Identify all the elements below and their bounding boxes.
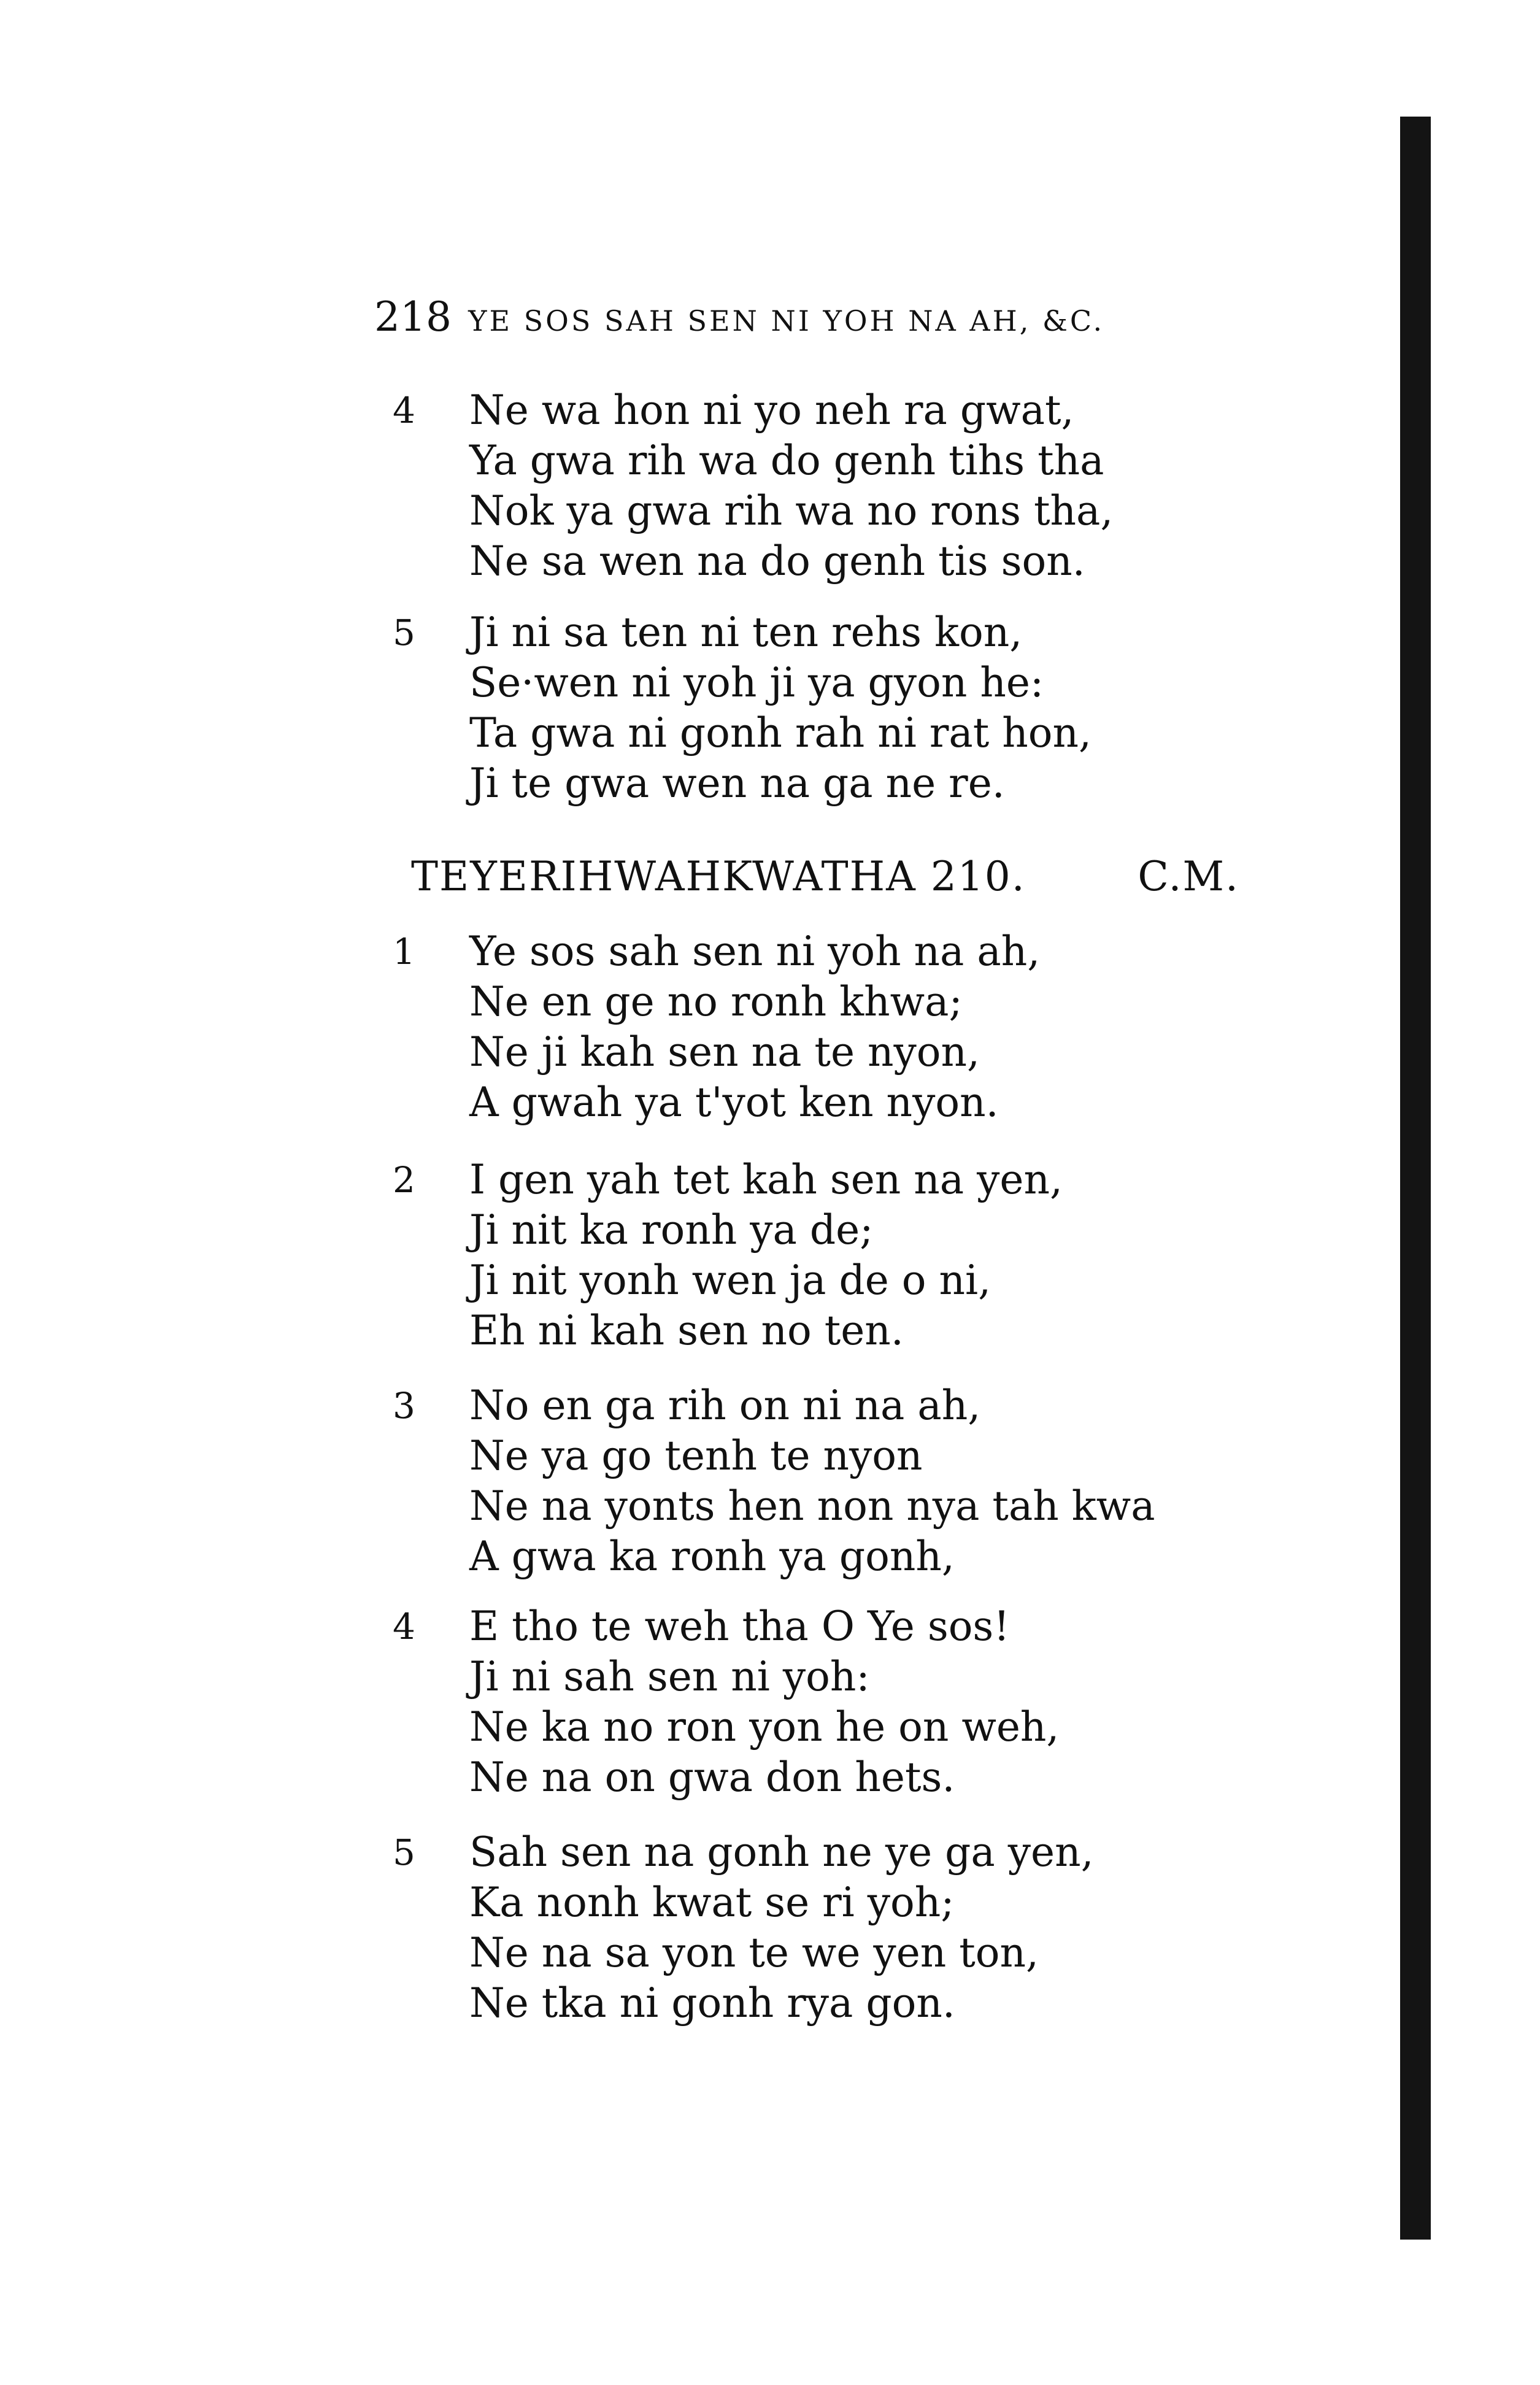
verse-line: Ye sos sah sen ni yoh na ah, [469, 928, 1041, 975]
verse-line: Ji ni sah sen ni yoh: [469, 1653, 870, 1700]
page-header [374, 293, 1245, 341]
verse-line: Ji nit yonh wen ja de o ni, [469, 1257, 991, 1304]
stanza-lines [469, 1601, 1059, 1803]
verse-line: Ji nit ka ronh ya de; [469, 1206, 874, 1254]
verse-line: Nok ya gwa rih wa no rons tha, [469, 487, 1114, 534]
stanza-number: 4 [393, 1606, 415, 1647]
verse-line: Ji te gwa wen na ga ne re. [469, 760, 1005, 807]
tune-meter: C.M. [1138, 853, 1239, 900]
verse-line: Ne ka no ron yon he on weh, [469, 1703, 1060, 1751]
stanza-lines [469, 927, 1040, 1128]
stanza-lines [469, 385, 1113, 587]
verse-line: Ne tka ni gonh rya gon. [469, 1979, 955, 2027]
verse-line: Ne na sa yon te we yen ton, [469, 1929, 1039, 1976]
verse-line: Ne ya go tenh te nyon [469, 1432, 923, 1479]
stanza-number: 5 [393, 612, 415, 653]
verse-line: Ne ji kah sen na te nyon, [469, 1028, 980, 1076]
binding-edge [1400, 117, 1431, 2240]
stanza-number: 2 [393, 1159, 415, 1201]
verse-line: Se·wen ni yoh ji ya gyon he: [469, 659, 1044, 706]
stanza-lines [469, 1381, 1155, 1582]
tune-name: TEYERIHWAHKWATHA 210. [411, 853, 1026, 900]
stanza-number: 4 [393, 390, 415, 431]
verse-line: Ne na yonts hen non nya tah kwa [469, 1482, 1155, 1530]
stanza-number: 3 [393, 1385, 415, 1427]
verse-line: A gwah ya t'yot ken nyon. [469, 1079, 999, 1126]
verse-line: Ne na on gwa don hets. [469, 1754, 955, 1801]
verse-line: Ne sa wen na do genh tis son. [469, 537, 1085, 585]
verse-line: Sah sen na gonh ne ye ga yen, [469, 1828, 1094, 1876]
running-head: YE SOS SAH SEN NI YOH NA AH, &C. [468, 304, 1105, 337]
verse-line: E tho te weh tha O Ye sos! [469, 1603, 1010, 1650]
verse-line: Ne en ge no ronh khwa; [469, 978, 963, 1025]
verse-line: No en ga rih on ni na ah, [469, 1382, 981, 1429]
verse-line: Ya gwa rih wa do genh tihs tha [469, 437, 1104, 484]
verse-line: Ji ni sa ten ni ten rehs kon, [469, 609, 1023, 656]
stanza-number: 5 [393, 1832, 415, 1873]
stanza-lines [469, 1155, 1063, 1356]
tune-heading [411, 853, 1239, 900]
verse-line: Ta gwa ni gonh rah ni rat hon, [469, 709, 1091, 757]
stanza-lines [469, 607, 1091, 809]
stanza-lines [469, 1827, 1094, 2029]
verse-line: Ne wa hon ni yo neh ra gwat, [469, 387, 1074, 434]
verse-line: A gwa ka ronh ya gonh, [469, 1533, 955, 1580]
verse-line: Ka nonh kwat se ri yoh; [469, 1879, 955, 1926]
page-number: 218 [374, 293, 452, 341]
verse-line: Eh ni kah sen no ten. [469, 1307, 904, 1354]
verse-line: I gen yah tet kah sen na yen, [469, 1156, 1063, 1203]
stanza-number: 1 [393, 931, 415, 973]
